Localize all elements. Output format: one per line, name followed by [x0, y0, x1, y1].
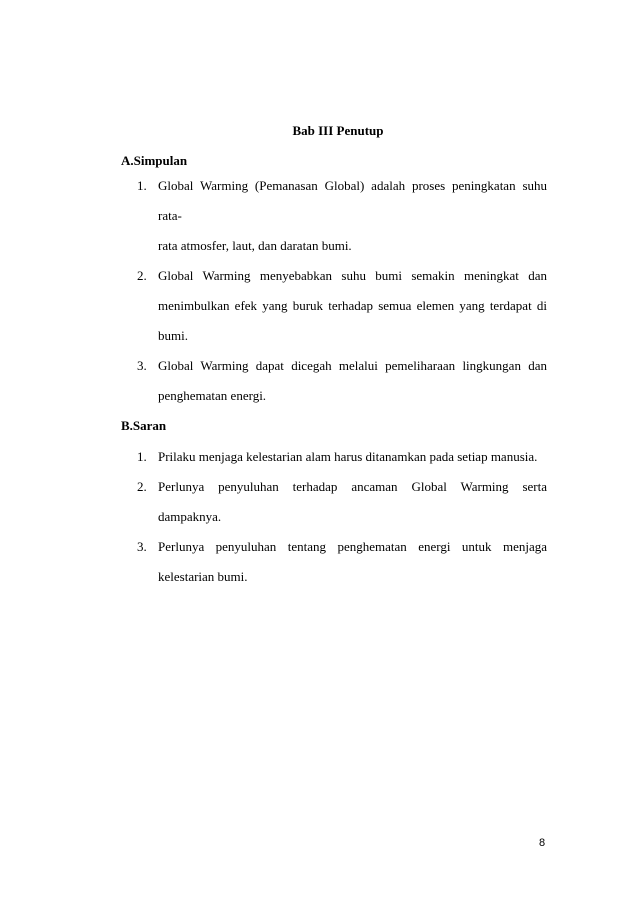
list-item-line: Perlunya penyuluhan tentang penghematan energi untuk menjaga	[158, 539, 547, 554]
list-item-number: 3.	[137, 539, 147, 554]
list-item-line: kelestarian bumi.	[158, 569, 248, 584]
simpulan-list	[137, 171, 547, 411]
list-item-line: rata atmosfer, laut, dan daratan bumi.	[158, 238, 352, 253]
list-item-line: penghematan energi.	[158, 388, 267, 403]
list-item	[137, 351, 547, 411]
page-number: 8	[539, 837, 546, 849]
list-item	[137, 442, 547, 472]
list-item	[137, 532, 547, 592]
list-item-number: 2.	[137, 268, 147, 283]
list-item-line: Prilaku menjaga kelestarian alam harus ditanamkan pada setiap manusia.	[158, 449, 538, 464]
list-item-line: Global Warming menyebabkan suhu bumi semakin meningkat dan	[158, 268, 547, 283]
list-item-line: Global Warming dapat dicegah melalui pemeliharaan lingkungan dan	[158, 358, 547, 373]
list-item	[137, 171, 547, 261]
list-item-line: Global Warming (Pemanasan Global) adalah proses peningkatan suhu rata-	[158, 178, 547, 223]
chapter-title: Bab III Penutup	[292, 123, 384, 138]
saran-list	[137, 442, 547, 592]
list-item-line: bumi.	[158, 328, 188, 343]
list-item	[137, 472, 547, 532]
list-item-number: 3.	[137, 358, 147, 373]
list-item-number: 1.	[137, 178, 147, 193]
list-item	[137, 261, 547, 351]
section-heading-saran: B.Saran	[121, 418, 167, 433]
list-item-line: Perlunya penyuluhan terhadap ancaman Global Warming serta dampaknya.	[158, 479, 547, 524]
section-heading-simpulan: A.Simpulan	[121, 153, 188, 168]
list-item-line: menimbulkan efek yang buruk terhadap semua elemen yang terdapat di	[158, 298, 547, 313]
list-item-number: 2.	[137, 479, 147, 494]
list-item-number: 1.	[137, 449, 147, 464]
